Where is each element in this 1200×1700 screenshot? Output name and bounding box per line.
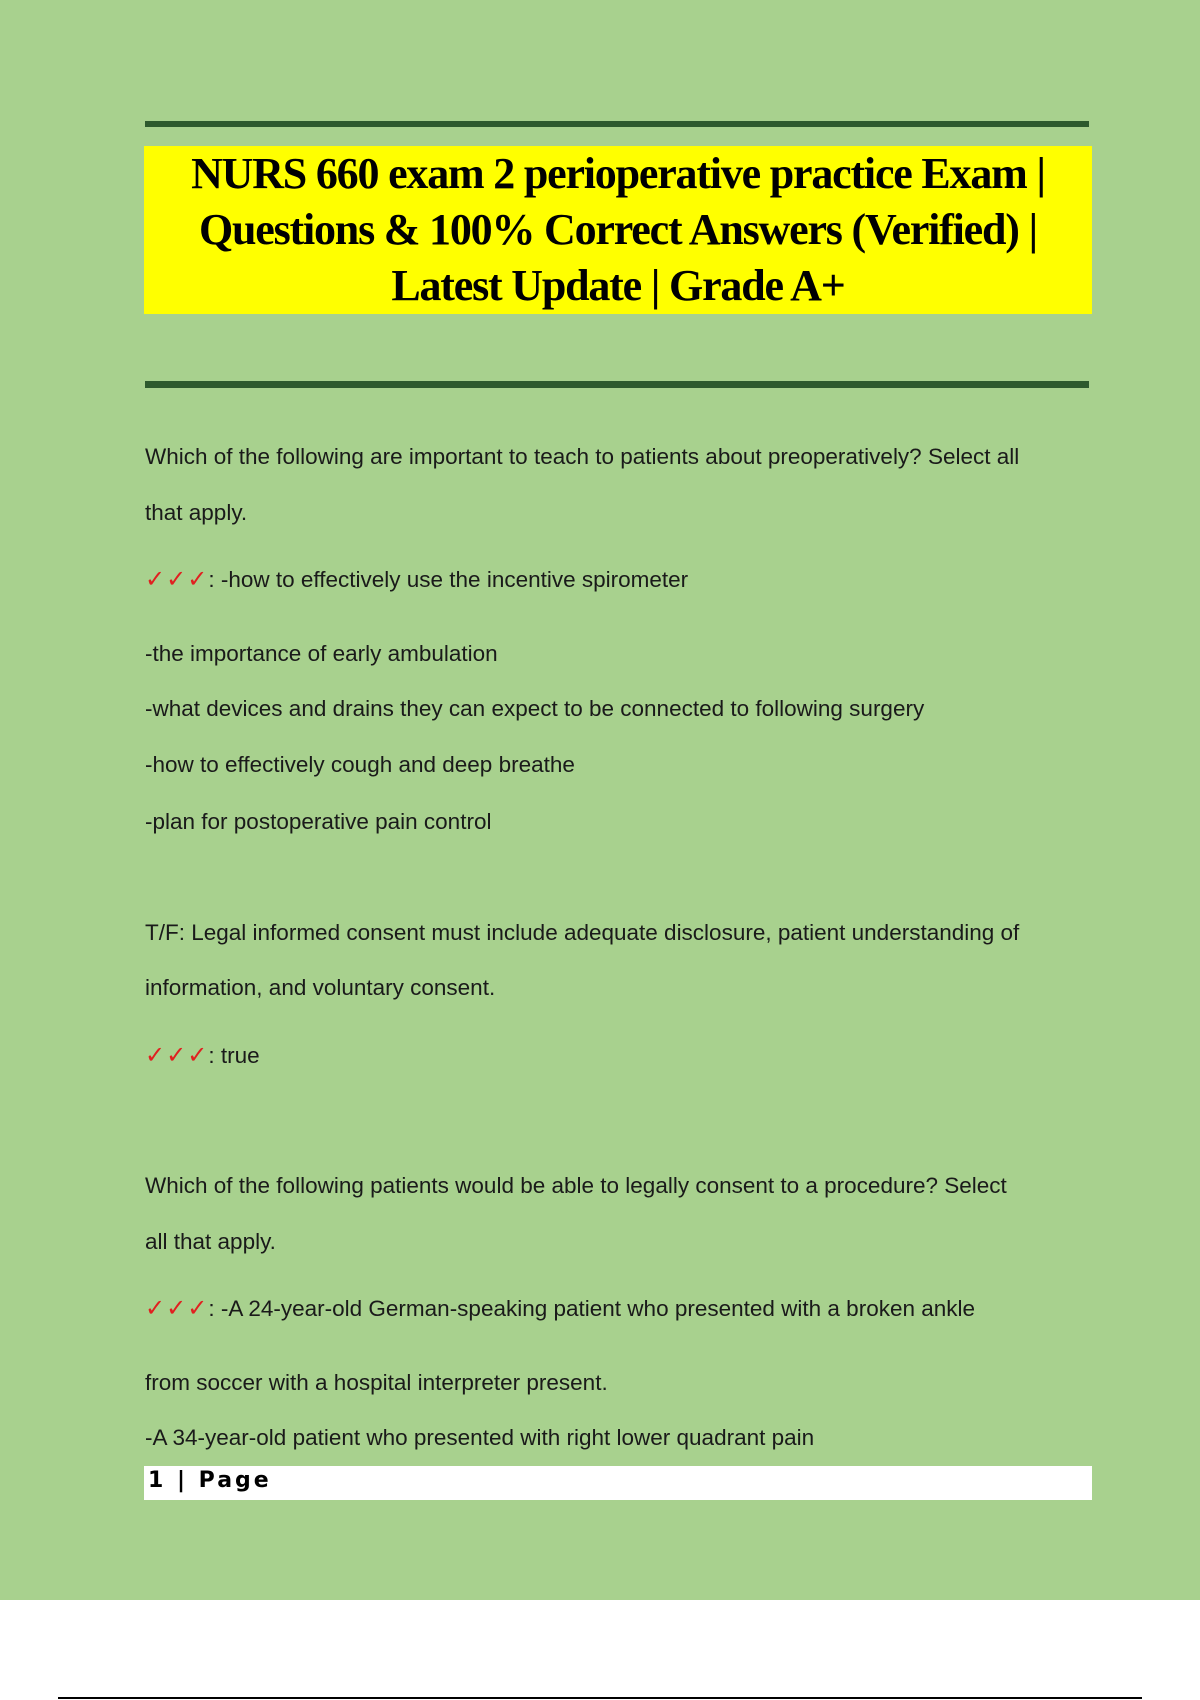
- page-footer: [144, 1466, 1092, 1500]
- title-top-rule: [145, 121, 1089, 127]
- checkmark-icon: ✓✓✓: [145, 565, 209, 593]
- page-number: 1 | Page: [148, 1468, 272, 1493]
- answer-colon: :: [208, 1043, 215, 1068]
- document-title: NURS 660 exam 2 perioperative practice Exam | Questions & 100% Correct Answers (Verified) | Latest Update | Grade A+: [191, 149, 1045, 310]
- answer-1-line-5: -plan for postoperative pain control: [145, 809, 492, 834]
- checkmark-icon: ✓✓✓: [145, 1041, 209, 1069]
- question-3-line-2: all that apply.: [145, 1229, 276, 1254]
- answer-1-text: -how to effectively use the incentive spirometer: [214, 567, 689, 592]
- answer-colon: :: [208, 1296, 215, 1321]
- checkmark-icon: ✓✓✓: [145, 1294, 209, 1322]
- answer-1-line-4: -how to effectively cough and deep breathe: [145, 752, 575, 777]
- bottom-divider: [58, 1697, 1142, 1699]
- question-1-line-2: that apply.: [145, 500, 248, 525]
- title-bottom-rule: [145, 381, 1089, 388]
- answer-1-line-2: -the importance of early ambulation: [145, 641, 498, 666]
- answer-colon: :: [208, 567, 215, 592]
- answer-2-first-line: [145, 1040, 260, 1071]
- question-3-line-1: Which of the following patients would be able to legally consent to a procedure? Select: [145, 1173, 1007, 1198]
- answer-3-text: -A 24-year-old German-speaking patient who presented with a broken ankle: [214, 1296, 976, 1321]
- title-highlight: [144, 146, 1092, 314]
- answer-3-first-line: [145, 1293, 975, 1324]
- question-2-line-2: information, and voluntary consent.: [145, 975, 496, 1000]
- answer-3-line-3: -A 34-year-old patient who presented with right lower quadrant pain: [145, 1425, 815, 1450]
- answer-3-line-2: from soccer with a hospital interpreter present.: [145, 1370, 608, 1395]
- answer-1-first-line: [145, 564, 688, 595]
- answer-1-line-3: -what devices and drains they can expect to be connected to following surgery: [145, 696, 925, 721]
- answer-2-text: true: [214, 1043, 260, 1068]
- question-2-line-1: T/F: Legal informed consent must include adequate disclosure, patient understanding of: [145, 920, 1020, 945]
- question-1-line-1: Which of the following are important to teach to patients about preoperatively? Select all: [145, 444, 1020, 469]
